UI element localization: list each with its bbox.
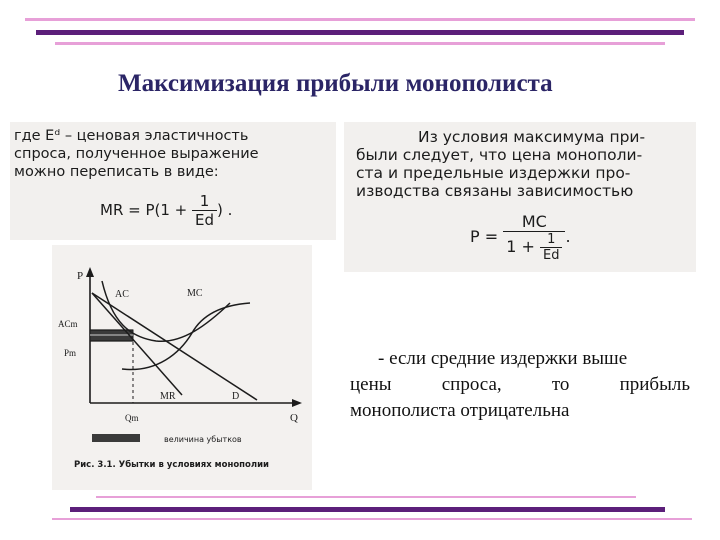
mr-formula [100,192,232,229]
mr-formula-num: 1 [192,192,217,211]
loss-statement-word-2: спроса, [441,374,502,395]
left-excerpt-line-1: где Eᵈ – ценовая эластичность [14,128,249,144]
price-formula-inner-den: Ed [543,248,560,263]
loss-statement-line-1: - если средние издержки выше [378,348,628,369]
label-d: D [232,391,240,402]
price-formula-inner-num: 1 [540,232,562,248]
loss-statement [350,346,690,424]
axis-label-p: P [77,270,84,282]
mr-formula-den: Ed [195,211,215,229]
price-formula-inner-fraction [540,232,562,263]
right-excerpt-line-2: были следует, что цена монополи- [356,146,643,164]
price-formula [470,212,571,263]
right-excerpt-line-3: ста и предельные издержки про- [356,164,631,182]
mr-formula-lhs: MR = P(1 + [100,201,193,219]
legend-label: величина убытков [164,435,242,444]
label-pm: Pm [64,348,77,358]
right-excerpt-line-1: Из условия максимума при- [418,128,646,146]
axis-label-q: Q [290,412,298,424]
label-qm: Qm [125,413,139,423]
mr-formula-rhs: ) . [217,201,233,219]
monopoly-loss-figure [52,245,312,490]
loss-statement-word-1: цены [350,374,392,395]
price-formula-num: MC [503,212,565,232]
legend-swatch [92,434,140,442]
label-mr: MR [160,391,176,402]
left-excerpt-line-2: спроса, полученное выражение [14,146,259,162]
loss-statement-word-3: то [551,374,570,395]
price-formula-den-prefix: 1 + [506,237,540,256]
bottom-pink-rule [96,496,636,498]
bottom-pink-rule-2 [52,518,692,520]
slide-title: Максимизация прибыли монополиста [118,70,553,97]
left-excerpt-line-3: можно переписать в виде: [14,164,219,180]
bottom-purple-rule [70,507,665,512]
loss-statement-line-2 [350,372,690,398]
mr-formula-fraction [192,192,217,229]
top-pink-rule [25,18,695,21]
price-formula-den [503,232,565,263]
loss-statement-line-3: монополиста отрицательна [350,400,570,421]
figure-scan-background [52,245,312,490]
label-ac: AC [115,289,129,300]
label-mc: MC [187,288,203,299]
price-formula-lhs: P = [470,227,504,246]
right-excerpt-line-4: изводства связаны зависимостью [356,182,634,200]
top-pink-rule-2 [55,42,665,45]
top-purple-rule [36,30,684,35]
figure-caption: Рис. 3.1. Убытки в условиях монополии [74,460,270,470]
price-formula-rhs: . [565,227,571,246]
price-formula-fraction [503,212,565,263]
label-acm: ACm [58,319,78,329]
loss-statement-word-4: прибыль [619,374,690,395]
